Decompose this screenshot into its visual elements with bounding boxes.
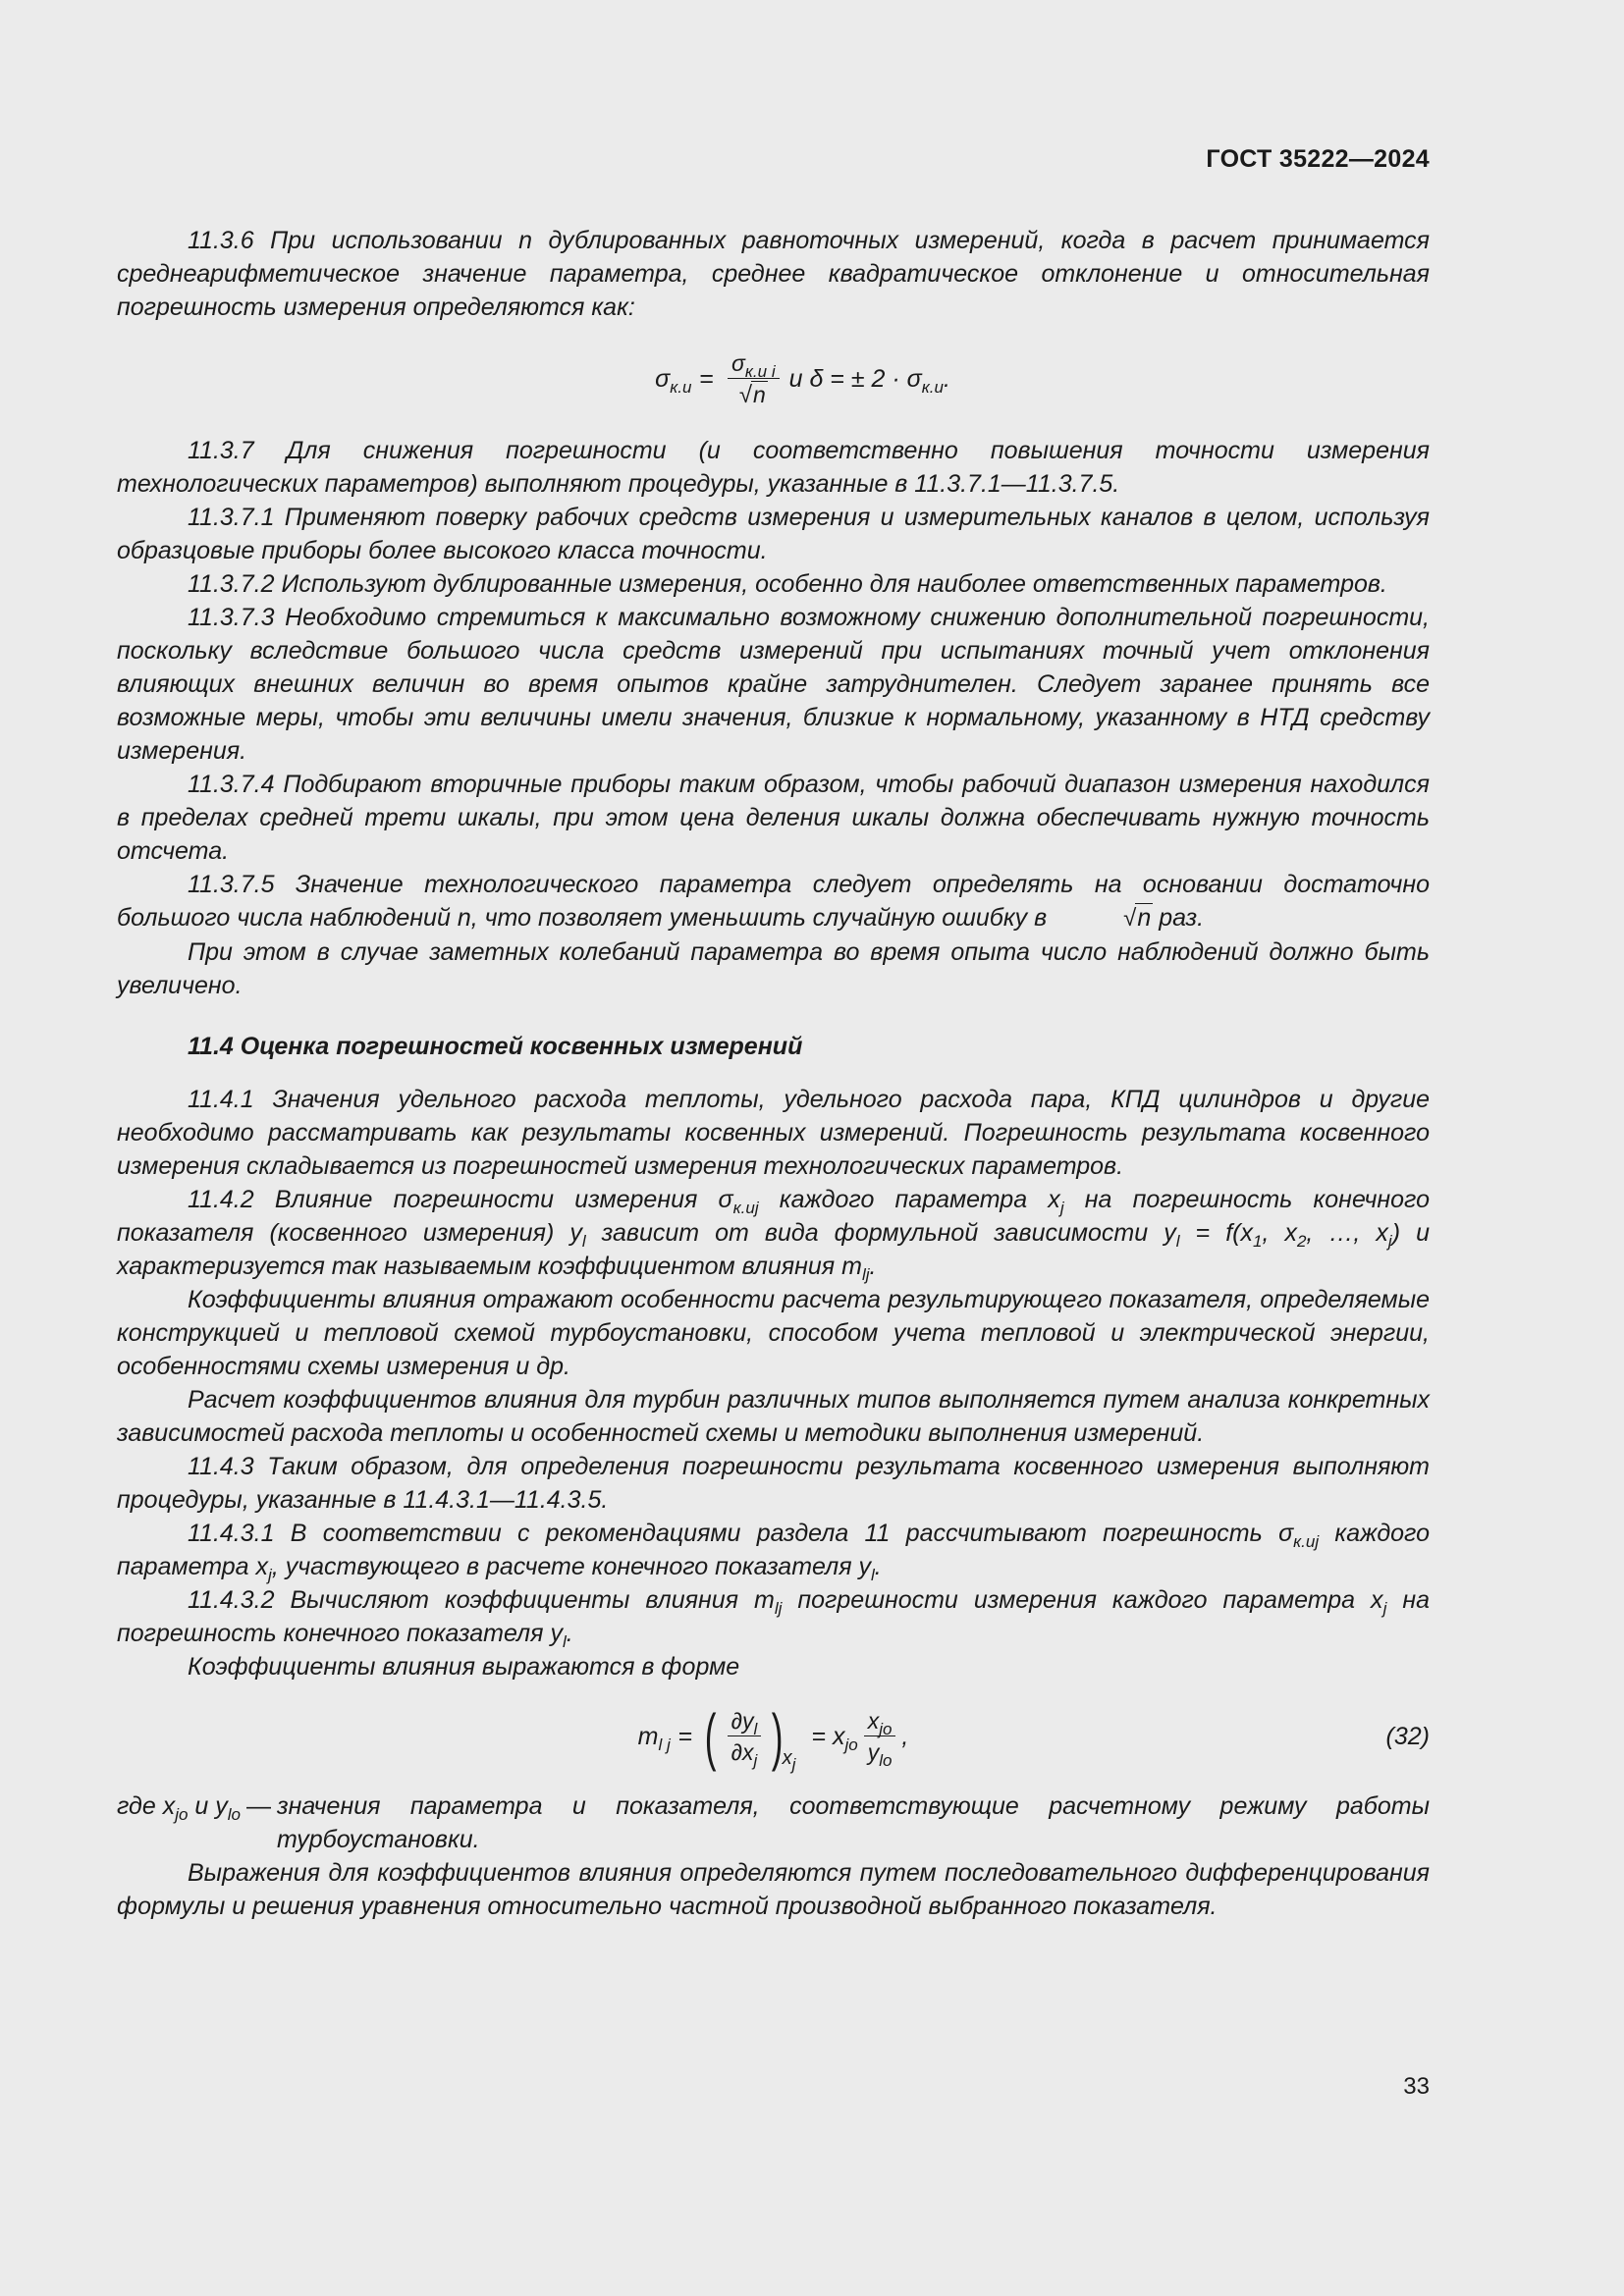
section-heading-11-4: 11.4 Оценка погрешностей косвенных измерений xyxy=(188,1033,803,1060)
ratio-fraction: $\frac{x_{jo}}{y_{lo}}$ xyxy=(864,1707,896,1766)
sqrt-icon: √ xyxy=(738,381,752,408)
equation-number: (32) xyxy=(1385,1723,1430,1750)
inline-sqrt-n: √n xyxy=(1123,904,1152,932)
where-dash: — xyxy=(245,1792,271,1820)
formula-lhs: $\sigma_{к.и}$ xyxy=(655,365,692,397)
paren-subscript: $x_j$ xyxy=(782,1747,796,1774)
paragraph-observations: При этом в случае заметных колебаний параметра во время опыта число наблюдений должно быть увеличено. xyxy=(117,938,1430,999)
equals-sign: = xyxy=(699,365,715,393)
document-code-header: ГОСТ 35222—2024 xyxy=(1206,145,1430,173)
partial-derivative-fraction: $\frac{\partial y_l}{\partial x_j}$ xyxy=(728,1707,762,1766)
paragraph-expressions: Выражения для коэффициентов влияния определяются путем последовательного дифференцирования формулы и решения уравнения относительно частной производной выбранного показателя. xyxy=(117,1859,1430,1920)
paragraph-11-4-3: 11.4.3 Таким образом, для определения погрешности результата косвенного измерения выполняют процедуры, указанные в 11.4.3.1—11.4.3.5. xyxy=(117,1453,1430,1514)
formula-sigma-ki xyxy=(176,324,1430,434)
sqrt-icon: √ xyxy=(1123,905,1137,932)
formula-rhs: и δ = ± $2 \cdot \sigma_{к.и}$. xyxy=(788,365,950,397)
where-definition: значения параметра и показателя, соответствующие расчетному режиму работы турбоустановки. xyxy=(276,1792,1430,1853)
paragraph-form-intro: Коэффициенты влияния выражаются в форме xyxy=(188,1653,740,1681)
formula-fraction: $\frac{\sigma_{к.и i}}{√n}$ xyxy=(728,349,780,409)
formula-32 xyxy=(117,1683,1430,1789)
paragraph-11-3-7-2: 11.3.7.2 Используют дублированные измерения, особенно для наиболее ответственных параметров. xyxy=(188,570,1387,598)
equals-sign: = xyxy=(677,1723,693,1750)
paragraph-11-3-6: 11.3.6 При использовании n дублированных равноточных измерений, когда в расчет принимается среднеарифметическое значение параметра, среднее квадратическое отклонение и относительная погрешность измерения определяются как: xyxy=(117,227,1430,321)
page-body xyxy=(117,224,1430,1923)
paragraph-11-4-3-2: 11.4.3.2 Вычисляют коэффициенты влияния $m_{lj}$ погрешности измерения каждого параметра $x_j$ на погрешность конечного показателя $y_l$. xyxy=(117,1586,1430,1651)
paragraph-11-3-7-1: 11.3.7.1 Применяют поверку рабочих средств измерения и измерительных каналов в целом, используя образцовые приборы более высокого класса точности. xyxy=(117,504,1430,564)
paragraph-11-3-7-5: 11.3.7.5 Значение технологического параметра следует определять на основании достаточно большого числа наблюдений n, что позволяет уменьшить случайную ошибку в √n раз. xyxy=(117,868,1430,935)
formula-x-jo: = $x_{jo}$ xyxy=(811,1723,858,1754)
paragraph-11-3-7: 11.3.7 Для снижения погрешности (и соответственно повышения точности измерения технологических параметров) выполняют процедуры, указанные в 11.3.7.1—11.3.7.5. xyxy=(117,437,1430,498)
paragraph-11-4-2: 11.4.2 Влияние погрешности измерения $\sigma_{к.uj}$ каждого параметра $x_j$ на погрешность конечного показателя (косвенного измерения) $y_l$ зависит от вида формульной зависимости $y_l = f(x_1$, $x_2$, …, $x_j$) и характеризуется так называемым коэффициентом влияния $m_{lj}$. xyxy=(117,1186,1430,1284)
paragraph-11-3-7-3: 11.3.7.3 Необходимо стремиться к максимально возможному снижению дополнительной погрешности, поскольку вследствие большого числа средств измерений при испытаниях точный учет отклонения влияющих внешних величин во время опытов крайне затруднителен. Следует заранее принять все возможные меры, чтобы эти величины имели значения, близкие к нормальному, указанному в НТД средству измерения. xyxy=(117,604,1430,765)
paragraph-11-4-1: 11.4.1 Значения удельного расхода теплоты, удельного расхода пара, КПД цилиндров и другие необходимо рассматривать как результаты косвенных измерений. Погрешность результата косвенного измерения складывается из погрешностей измерения технологических параметров. xyxy=(117,1086,1430,1180)
paragraph-11-4-3-1: 11.4.3.1 В соответствии с рекомендациями раздела 11 рассчитывают погрешность $\sigma_{к.uj}$ каждого параметра $x_j$, участвующего в расчете конечного показателя $y_l$. xyxy=(117,1520,1431,1584)
where-clause xyxy=(117,1789,1430,1856)
right-paren-icon: ) xyxy=(772,1701,784,1772)
paragraph-influence-coefficients: Коэффициенты влияния отражают особенности расчета результирующего показателя, определяемые конструкцией и тепловой схемой турбоустановки, способом учета тепловой и электрической энергии, особенностями схемы измерения и др. xyxy=(117,1286,1430,1380)
paragraph-coefficient-calculation: Расчет коэффициентов влияния для турбин различных типов выполняется путем анализа конкретных зависимостей расхода теплоты и особенностей схемы и методики выполнения измерений. xyxy=(117,1386,1430,1447)
formula-end: , xyxy=(901,1723,909,1750)
page-number: 33 xyxy=(1403,2073,1430,2100)
left-paren-icon: ( xyxy=(705,1701,717,1772)
paragraph-11-3-7-4: 11.3.7.4 Подбирают вторичные приборы таким образом, чтобы рабочий диапазон измерения находился в пределах средней трети шкалы, при этом цена деления шкалы должна обеспечивать нужную точность отсчета. xyxy=(117,771,1430,865)
formula-m-lj: $m_{l j}$ xyxy=(637,1723,671,1754)
where-term: где $x_{jo}$ и $y_{lo}$ xyxy=(117,1792,241,1824)
